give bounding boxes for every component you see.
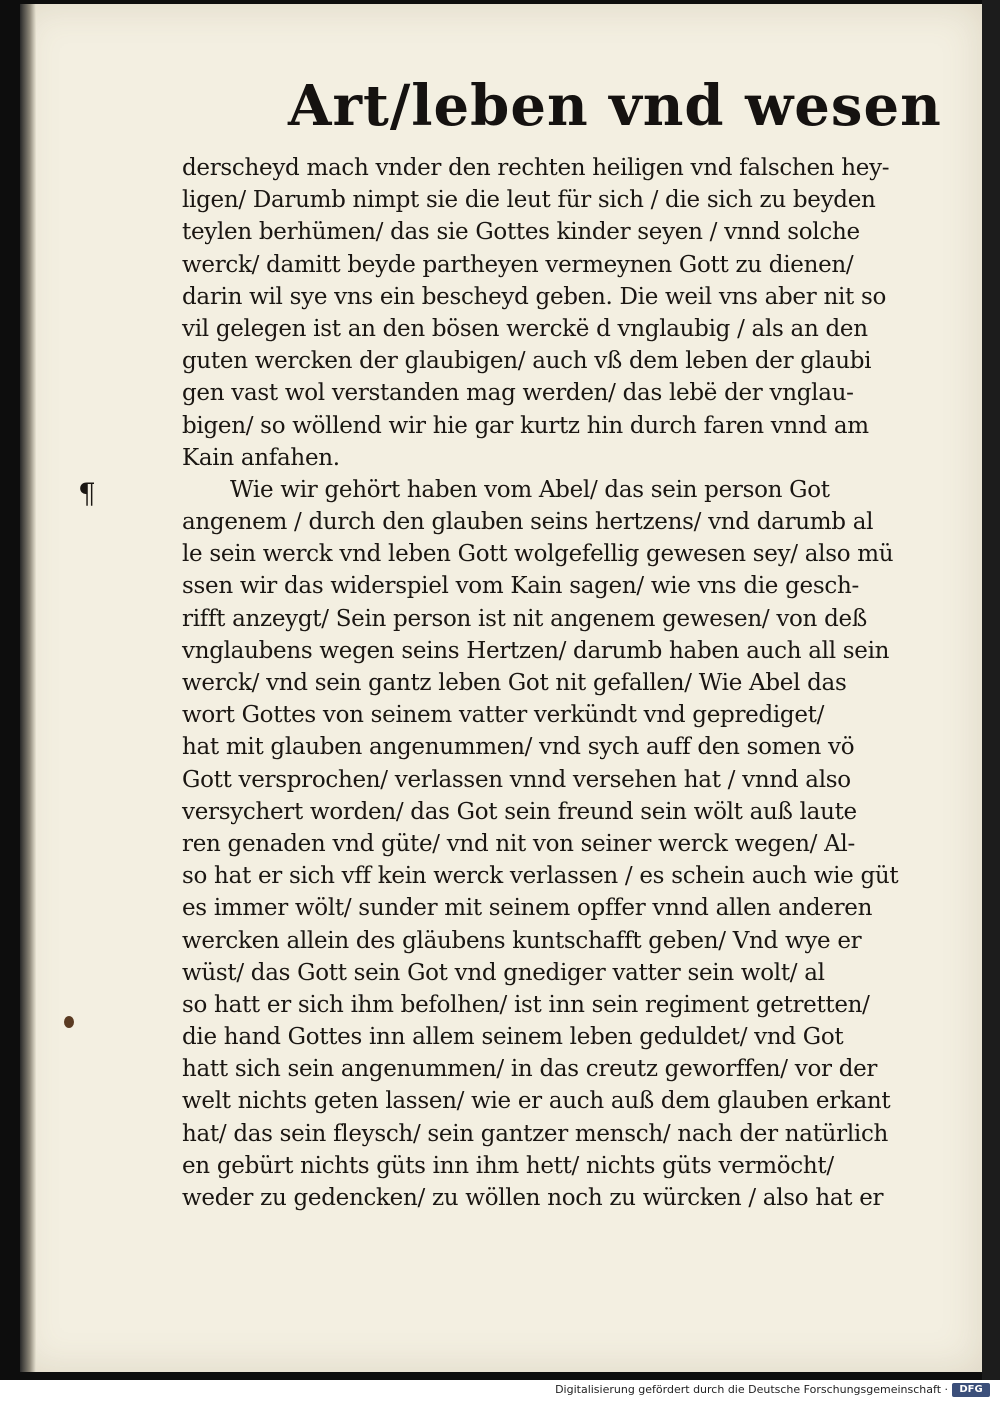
text-line: darin wil sye vns ein bescheyd geben. Die weil vns aber nit so: [182, 283, 887, 310]
text-line: ligen/ Darumb nimpt sie die leut für sich / die sich zu beyden: [182, 187, 876, 214]
text-line: so hat er sich vff kein werck verlassen / es schein auch wie güt: [182, 863, 899, 890]
text-line: hat/ das sein fleysch/ sein gantzer mensch/ nach der natürlich: [182, 1120, 889, 1147]
text-line: wercken allein des gläubens kuntschafft geben/ Vnd wye er: [182, 927, 862, 954]
text-line: werck/ damitt beyde partheyen vermeynen Gott zu dienen/: [182, 251, 854, 278]
text-line: so hatt er sich ihm befolhen/ ist inn sein regiment getretten/: [182, 991, 870, 1018]
text-line: hatt sich sein angenummen/ in das creutz geworffen/ vor der: [182, 1056, 878, 1083]
body-text: [182, 152, 962, 1214]
text-line: bigen/ so wöllend wir hie gar kurtz hin durch faren vnnd am: [182, 412, 869, 439]
text-line: gen vast wol verstanden mag werden/ das lebë der vnglau-: [182, 380, 854, 407]
text-line: Kain anfahen.: [182, 444, 340, 471]
footer-bar: [0, 1380, 1000, 1401]
text-line: ssen wir das widerspiel vom Kain sagen/ wie vns die gesch-: [182, 573, 859, 600]
funding-credit: Digitalisierung gefördert durch die Deutsche Forschungsgemeinschaft ·: [555, 1383, 948, 1396]
text-line: weder zu gedencken/ zu wöllen noch zu würcken / also hat er: [182, 1185, 884, 1211]
text-line: en gebürt nichts güts inn ihm hett/ nichts güts vermöcht/: [182, 1152, 834, 1179]
text-line: Gott versprochen/ verlassen vnnd versehen hat / vnnd also: [182, 766, 851, 793]
text-line: rifft anzeygt/ Sein person ist nit angenem gewesen/ von deß: [182, 605, 867, 632]
text-line: vnglaubens wegen seins Hertzen/ darumb haben auch all sein: [182, 637, 890, 664]
pilcrow-mark: ¶: [78, 477, 96, 510]
text-line: vil gelegen ist an den bösen werckë d vnglaubig / als an den: [182, 315, 868, 342]
text-line: teylen berhümen/ das sie Gottes kinder seyen / vnnd solche: [182, 219, 860, 246]
text-line: wüst/ das Gott sein Got vnd gnediger vatter sein wolt/ al: [182, 959, 825, 986]
text-line: wort Gottes von seinem vatter verkündt vnd geprediget/: [182, 702, 825, 729]
scan-edge: [982, 0, 1000, 1380]
text-line: derscheyd mach vnder den rechten heiligen vnd falschen hey-: [182, 155, 890, 181]
text-line: es immer wölt/ sunder mit seinem opffer vnnd allen anderen: [182, 895, 873, 922]
running-head: Art/leben vnd wesen: [288, 73, 942, 139]
text-line: le sein werck vnd leben Gott wolgefellig gewesen sey/ also mü: [182, 541, 894, 568]
text-line: hat mit glauben angenummen/ vnd sych auff den somen vö: [182, 734, 855, 761]
text-line: werck/ vnd sein gantz leben Got nit gefallen/ Wie Abel das: [182, 670, 847, 696]
book-page: [20, 4, 982, 1372]
text-line: Wie wir gehört haben vom Abel/ das sein person Got: [230, 476, 830, 503]
text-line: die hand Gottes inn allem seinem leben geduldet/ vnd Got: [182, 1024, 844, 1051]
text-line: ren genaden vnd güte/ vnd nit von seiner werck wegen/ Al-: [182, 830, 855, 857]
text-line: versychert worden/ das Got sein freund sein wölt auß laute: [182, 798, 857, 825]
text-line: angenem / durch den glauben seins hertzens/ vnd darumb al: [182, 509, 874, 536]
ink-spot: [64, 1016, 74, 1028]
dfg-logo-icon: DFG: [952, 1383, 990, 1397]
page-gutter: [20, 4, 36, 1372]
text-line: welt nichts geten lassen/ wie er auch auß dem glauben erkant: [182, 1088, 891, 1115]
text-line: guten wercken der glaubigen/ auch vß dem leben der glaubi: [182, 348, 872, 375]
